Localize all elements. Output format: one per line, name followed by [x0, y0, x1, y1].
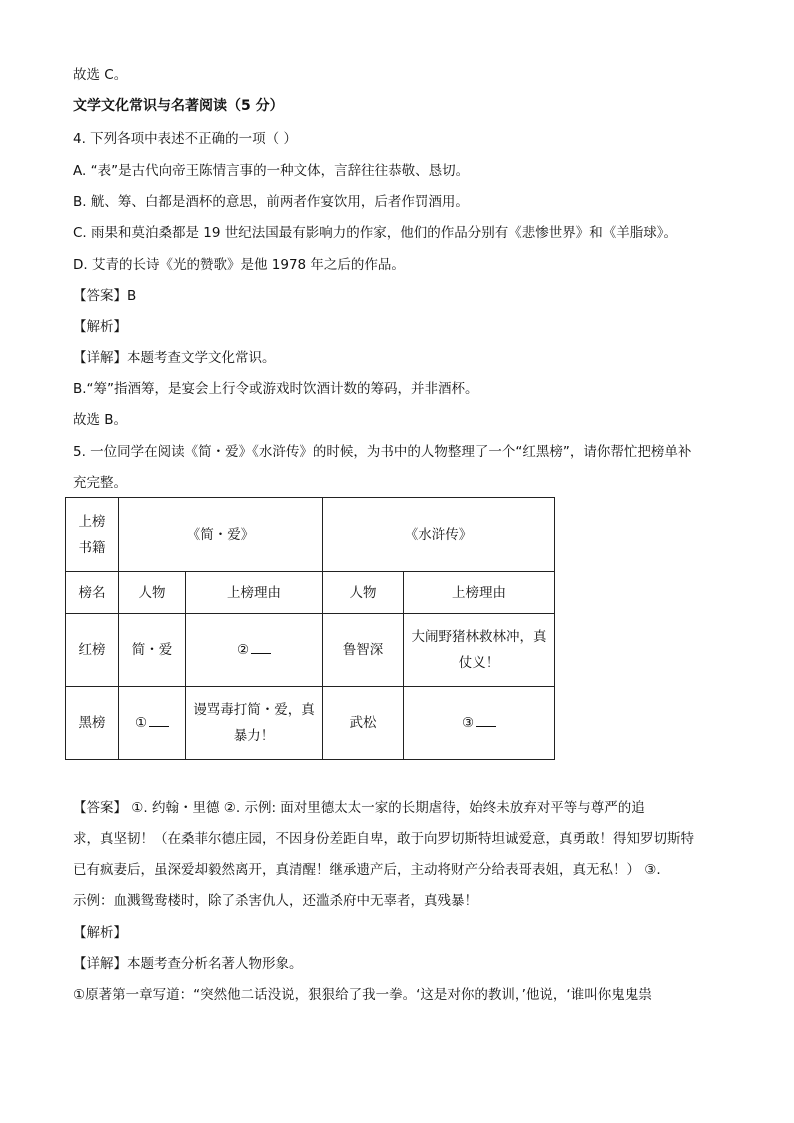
- text-line: 故选 C。: [73, 67, 128, 83]
- answer-line-2: 求，真坚韧！（在桑菲尔德庄园，不因身份差距自卑，敢于向罗切斯特坦诚爱意，真勇敢！得知罗切斯特: [73, 831, 694, 847]
- option-d: D. 艾青的长诗《光的赞歌》是他 1978 年之后的作品。: [73, 257, 405, 273]
- table-cell: 简・爱: [119, 614, 186, 687]
- answer-line-3: 已有疯妻后，虽深爱却毅然离开，真清醒！继承遗产后，主动将财产分给表哥表姐，真无私！） ③.: [73, 862, 661, 878]
- answer-blank: [251, 639, 271, 654]
- table-header-cell: 人物: [323, 572, 404, 614]
- analysis-label: 【解析】: [73, 319, 127, 335]
- answer-blank: [476, 712, 496, 727]
- table-cell: 鲁智深: [323, 614, 404, 687]
- table-cell: 《简・爱》: [119, 498, 323, 572]
- option-c: C. 雨果和莫泊桑都是 19 世纪法国最有影响力的作家，他们的作品分别有《悲惨世界》和《羊脂球》。: [73, 225, 678, 241]
- analysis-label: 【解析】: [73, 925, 127, 941]
- table-cell: 红榜: [66, 614, 119, 687]
- table-cell: 大闹野猪林救林冲，真 仗义！: [404, 614, 555, 687]
- table-header-cell: 人物: [119, 572, 186, 614]
- table-cell: 《水浒传》: [323, 498, 555, 572]
- answer-blank: [149, 712, 169, 727]
- table-cell: ①: [119, 687, 186, 760]
- explanation: ①原著第一章写道：“突然他二话没说，狠狠给了我一拳。‘这是对你的教训，’他说，‘谁叫你鬼鬼祟: [73, 987, 652, 1003]
- table-header-cell: 上榜理由: [404, 572, 555, 614]
- selection-text: 故选 B。: [73, 412, 128, 428]
- answer-label: 【答案】B: [73, 288, 137, 304]
- table-header-cell: 上榜理由: [186, 572, 323, 614]
- detail-label: 【详解】本题考查分析名著人物形象。: [73, 956, 303, 972]
- answer-line-4: 示例：血溅鸳鸯楼时，除了杀害仇人，还滥杀府中无辜者，真残暴！: [73, 893, 478, 909]
- explanation: B.“筹”指酒筹，是宴会上行令或游戏时饮酒计数的筹码，并非酒杯。: [73, 381, 479, 397]
- option-b: B. 觥、筹、白都是酒杯的意思，前两者作宴饮用，后者作罚酒用。: [73, 194, 469, 210]
- table-cell: 武松: [323, 687, 404, 760]
- question-5-line-2: 充完整。: [73, 475, 127, 491]
- table-cell: ②: [186, 614, 323, 687]
- question-5-line-1: 5. 一位同学在阅读《简・爱》《水浒传》的时候，为书中的人物整理了一个“红黑榜”，请你帮忙把榜单补: [73, 444, 692, 460]
- answer-line-1: 【答案】 ①. 约翰・里德 ②. 示例: 面对里德太太一家的长期虐待，始终未放弃对平等与尊严的追: [73, 800, 645, 816]
- table-cell: 谩骂毒打简・爱，真 暴力！: [186, 687, 323, 760]
- table-cell: ③: [404, 687, 555, 760]
- table-cell: 黑榜: [66, 687, 119, 760]
- detail-label: 【详解】本题考查文学文化常识。: [73, 350, 276, 366]
- table-cell: 上榜 书籍: [66, 498, 119, 572]
- table-header-cell: 榜名: [66, 572, 119, 614]
- section-heading: 文学文化常识与名著阅读（5 分）: [73, 98, 284, 114]
- option-a: A. “表”是古代向帝王陈情言事的一种文体，言辞往往恭敬、恳切。: [73, 163, 470, 179]
- question-4: 4. 下列各项中表述不正确的一项（ ）: [73, 131, 297, 147]
- red-black-list-table: [65, 497, 555, 760]
